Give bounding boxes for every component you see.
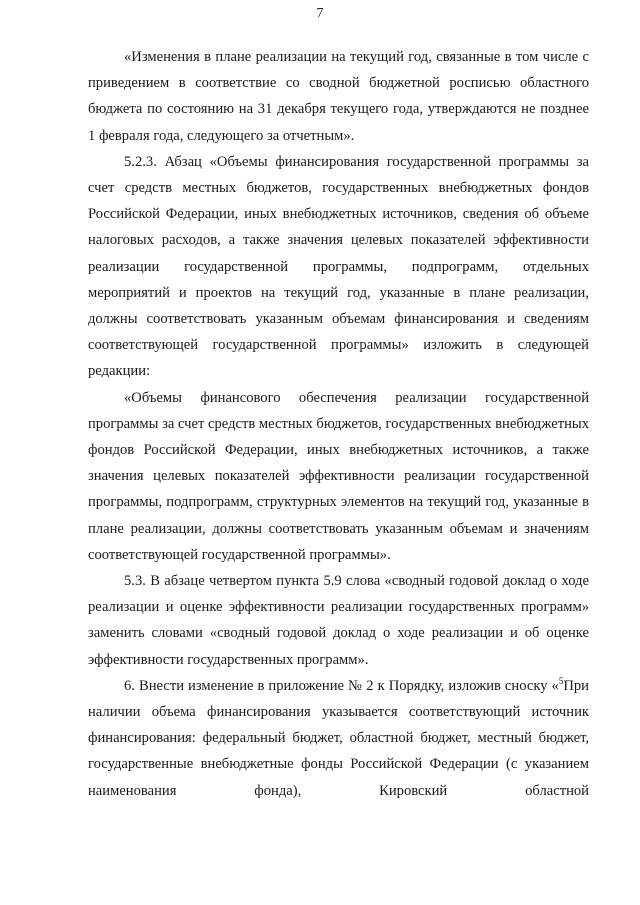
paragraph-6 — [88, 673, 589, 804]
footnote-mark: 5 — [558, 676, 564, 687]
paragraph-6-prefix: 6. Внести изменение в приложение № 2 к Порядку, изложив сноску « — [124, 677, 559, 694]
paragraph-amendment-quote: «Изменения в плане реализации на текущий год, связанные в том числе с приведением в соответствие со сводной бюджетной росписью областного бюджета по состоянию на 31 декабря текущего года, утверждаются не позднее 1 февраля года, следующего за отчетным». — [88, 49, 589, 144]
paragraph-6-text: При наличии объема финансирования указывается соответствующий источник финансирования: федеральный бюджет, областной бюджет, местный бюджет, государственные внебюджетные фонды Российской Федерации (с указанием наименования фонда), Кировский областной — [88, 677, 589, 799]
document-body — [88, 44, 589, 804]
page-number: 7 — [316, 6, 324, 21]
paragraph-5-2-3: 5.2.3. Абзац «Объемы финансирования государственной программы за счет средств местных бюджетов, государственных внебюджетных фондов Российской Федерации, иных внебюджетных источников, сведения об объеме налоговых расходов, а также значения целевых показателей эффективности реализации государственной программы, подпрограмм, отдельных мероприятий и проектов на текущий год, указанные в плане реализации, должны соответствовать указанным объемам финансирования и сведениям соответствующей государственной программы» изложить в следующей редакции: — [88, 153, 589, 380]
paragraph-5-3: 5.3. В абзаце четвертом пункта 5.9 слова «сводный годовой доклад о ходе реализации и оценке эффективности реализации государственных программ» заменить словами «сводный годовой доклад о ходе реализации и об оценке эффективности государственных программ». — [88, 573, 589, 668]
paragraph-new-wording: «Объемы финансового обеспечения реализации государственной программы за счет средств местных бюджетов, государственных внебюджетных фондов Российской Федерации, иных внебюджетных источников, а также значения целевых показателей эффективности реализации государственной программы, подпрограмм, структурных элементов на текущий год, указанные в плане реализации, должны соответствовать указанным объемам и значениям соответствующей государственной программы». — [88, 389, 589, 563]
